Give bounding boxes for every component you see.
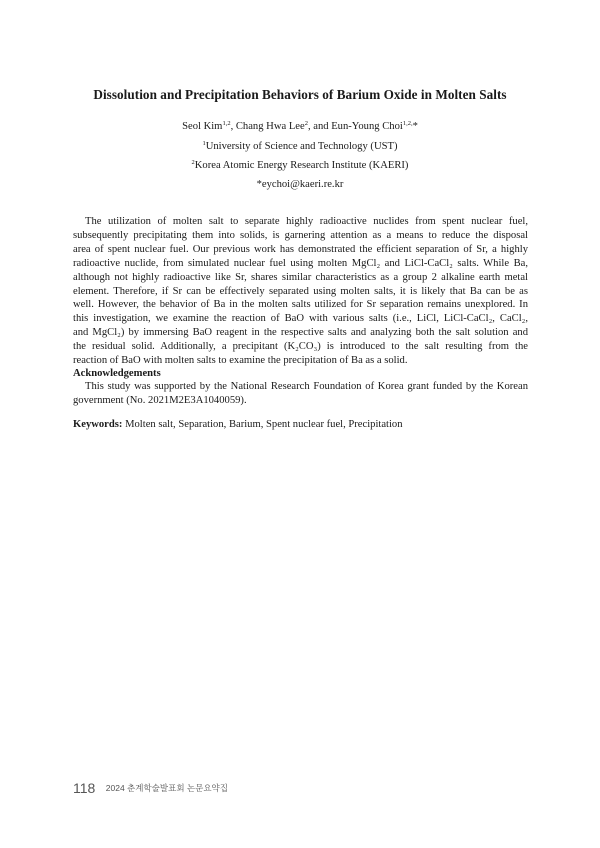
abstract-body: [73, 215, 528, 368]
abstract-line: subsequently precipitating them into solids, is garnering attention as a means to reduce the disposal: [73, 229, 528, 241]
abstract-line: and MgCl₂) by immersing BaO reagent in the respective salts and analyzing both the salt solution and: [73, 327, 528, 339]
affiliation-1: [0, 141, 600, 152]
affiliation-superscript: 2: [191, 159, 195, 166]
page-number: 118: [73, 779, 96, 796]
page-footer: [73, 779, 228, 797]
abstract-line: The utilization of molten salt to separate highly radioactive nuclides from spent nuclear fuel,: [85, 216, 528, 227]
affiliation-superscript: 1: [202, 140, 206, 147]
abstract-line: element. Therefore, if Sr can be effectively separated using molten salts, it is likely that Ba can be as: [73, 285, 528, 297]
corresponding-mark: *: [412, 121, 418, 132]
acknowledgements-heading: Acknowledgements: [73, 368, 161, 379]
paper-title: Dissolution and Precipitation Behaviors of Barium Oxide in Molten Salts: [93, 87, 507, 102]
author-superscript: 1,2,: [402, 120, 413, 127]
author-separator: , and: [307, 121, 332, 132]
abstract-line: reaction of BaO with molten salts to examine the precipitation of Ba as a solid.: [73, 355, 408, 367]
proceedings-title: 2024 춘계학술발표회 논문요약집: [105, 782, 228, 793]
keywords-text: Molten salt, Separation, Barium, Spent nuclear fuel, Precipitation: [122, 419, 403, 430]
abstract-line: radioactive nuclide, from simulated nuclear fuel using molten MgCl₂ and LiCl-CaCl₂ salts. While Ba,: [73, 257, 528, 269]
author-name: Seol Kim: [182, 121, 223, 132]
abstract-line: this investigation, we examine the reaction of BaO with various salts (i.e., LiCl, LiCl-CaCl₂, CaCl₂,: [73, 313, 528, 325]
affiliation-2: [0, 160, 600, 171]
author-superscript: 1,2: [222, 120, 231, 127]
keywords-label: Keywords:: [73, 419, 123, 430]
author-name: Eun-Young Choi: [331, 121, 403, 132]
acknowledgements-line: This study was supported by the National Research Foundation of Korea grant funded by the Korean: [85, 381, 528, 392]
author-separator: ,: [230, 121, 236, 132]
acknowledgements-body: [73, 380, 528, 408]
keywords: [73, 419, 528, 430]
abstract-line: the residual solid. Additionally, a precipitant (K₂CO₃) is introduced to the salt resulting from the: [73, 341, 528, 353]
abstract-line: well. However, the behavior of Ba in the molten salts utilized for Sr separation remains unexplored. In: [73, 299, 528, 311]
affiliation-text: Korea Atomic Energy Research Institute (KAERI): [194, 160, 409, 171]
affiliation-text: University of Science and Technology (UST): [205, 141, 398, 152]
acknowledgements-line: government (No. 2021M2E3A1040059).: [73, 394, 247, 406]
author-list: [0, 121, 600, 132]
abstract-line: although not highly radioactive like Sr, shares similar characteristics as a group 2 alkaline earth metal: [73, 271, 528, 283]
author-superscript: 2: [304, 120, 308, 127]
abstract-line: area of spent nuclear fuel. Our previous work has demonstrated the efficient separation of Sr, a highly: [73, 243, 528, 255]
corresponding-email: *eychoi@kaeri.re.kr: [256, 179, 344, 190]
author-name: Chang Hwa Lee: [235, 121, 305, 132]
